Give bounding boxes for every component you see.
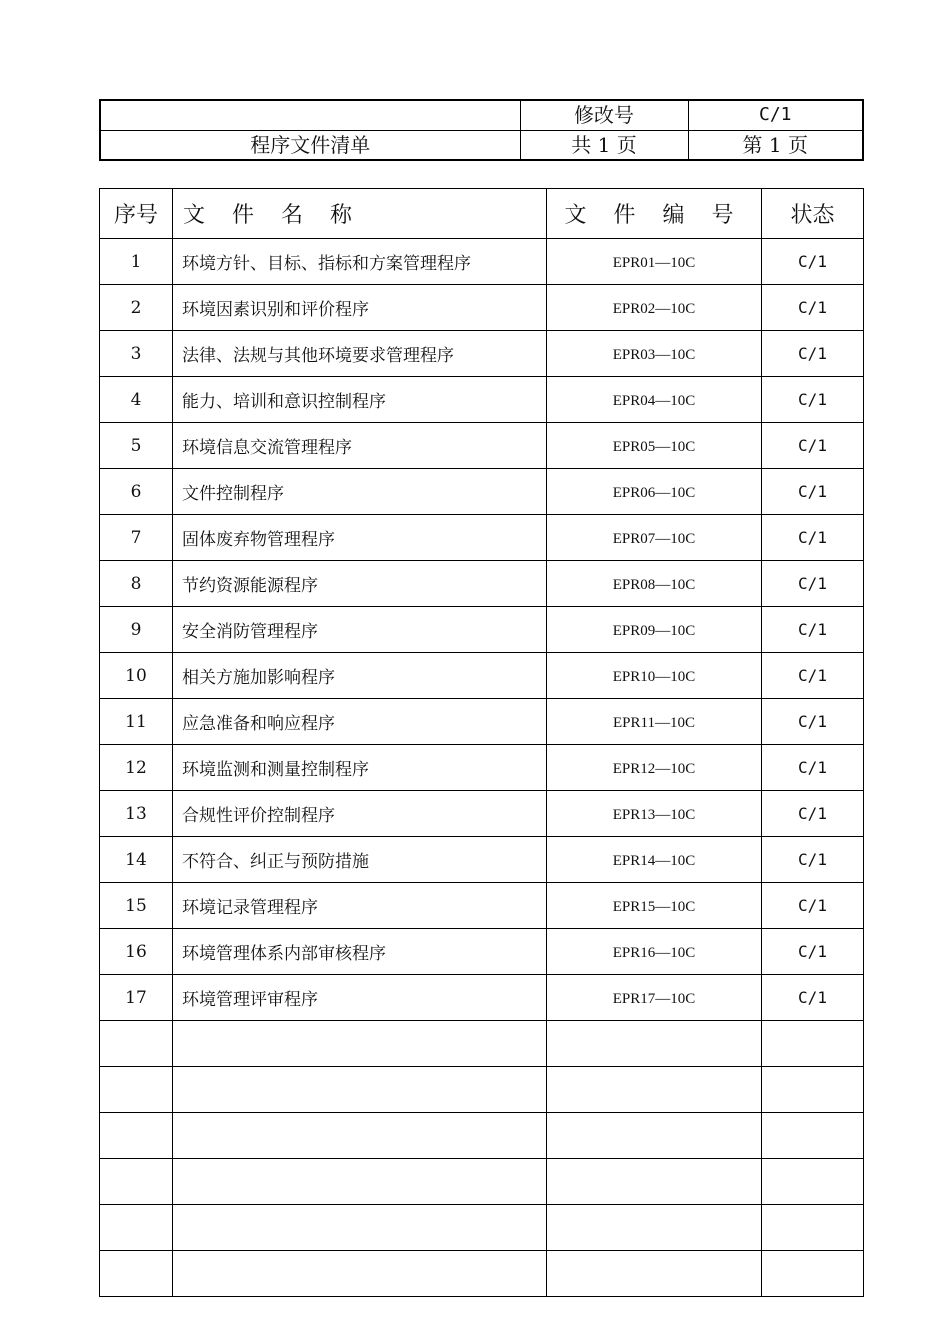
revision-status: [762, 1251, 864, 1297]
revision-status: [762, 1113, 864, 1159]
revision-label: 修改号: [520, 100, 688, 130]
document-code: [547, 1205, 762, 1251]
table-row: [100, 331, 864, 377]
page-number: 第 1 页: [688, 130, 863, 160]
table-row: [100, 837, 864, 883]
column-header-status: 状态: [762, 189, 864, 239]
revision-status: [762, 1205, 864, 1251]
table-row: [100, 469, 864, 515]
row-number: 8: [100, 561, 173, 607]
procedure-name: 法律、法规与其他环境要求管理程序: [173, 331, 547, 377]
row-number: 12: [100, 745, 173, 791]
document-code: EPR17—10C: [547, 975, 762, 1021]
row-number: 10: [100, 653, 173, 699]
procedure-name: 环境信息交流管理程序: [173, 423, 547, 469]
row-number: 4: [100, 377, 173, 423]
procedure-name: [173, 1159, 547, 1205]
procedure-name: [173, 1067, 547, 1113]
revision-status: C/1: [762, 377, 864, 423]
procedure-name: 环境方针、目标、指标和方案管理程序: [173, 239, 547, 285]
document-code: EPR08—10C: [547, 561, 762, 607]
procedure-name: 应急准备和响应程序: [173, 699, 547, 745]
table-row: [100, 1159, 864, 1205]
document-code: [547, 1067, 762, 1113]
document-code: [547, 1159, 762, 1205]
row-number: 13: [100, 791, 173, 837]
procedure-name: 合规性评价控制程序: [173, 791, 547, 837]
row-number: [100, 1205, 173, 1251]
revision-status: C/1: [762, 653, 864, 699]
table-row: [100, 883, 864, 929]
procedure-name: 节约资源能源程序: [173, 561, 547, 607]
column-header-no: 序号: [100, 189, 173, 239]
row-number: 11: [100, 699, 173, 745]
revision-status: C/1: [762, 699, 864, 745]
table-row: [100, 745, 864, 791]
document-code: EPR15—10C: [547, 883, 762, 929]
revision-status: [762, 1159, 864, 1205]
row-number: 16: [100, 929, 173, 975]
table-row: [100, 653, 864, 699]
revision-status: C/1: [762, 515, 864, 561]
table-row: [100, 561, 864, 607]
document-code: EPR03—10C: [547, 331, 762, 377]
total-pages: 共 1 页: [520, 130, 688, 160]
row-number: [100, 1159, 173, 1205]
revision-status: C/1: [762, 285, 864, 331]
document-code: EPR11—10C: [547, 699, 762, 745]
table-row: [100, 607, 864, 653]
procedure-name: 能力、培训和意识控制程序: [173, 377, 547, 423]
procedure-name: 环境管理体系内部审核程序: [173, 929, 547, 975]
row-number: 6: [100, 469, 173, 515]
revision-value: C/1: [688, 100, 863, 130]
table-header-row: [100, 189, 864, 239]
table-row: [100, 699, 864, 745]
procedure-name: 相关方施加影响程序: [173, 653, 547, 699]
row-number: 17: [100, 975, 173, 1021]
procedure-name: 环境记录管理程序: [173, 883, 547, 929]
revision-status: C/1: [762, 929, 864, 975]
table-row: [100, 791, 864, 837]
document-code: [547, 1251, 762, 1297]
procedure-name: [173, 1021, 547, 1067]
procedure-name: 文件控制程序: [173, 469, 547, 515]
table-row: [100, 423, 864, 469]
column-header-name: 文 件 名 称: [173, 189, 547, 239]
procedure-name: [173, 1205, 547, 1251]
row-number: 7: [100, 515, 173, 561]
document-code: EPR16—10C: [547, 929, 762, 975]
revision-status: C/1: [762, 469, 864, 515]
table-row: [100, 1021, 864, 1067]
document-code: EPR06—10C: [547, 469, 762, 515]
document-header: [99, 99, 864, 161]
document-code: EPR09—10C: [547, 607, 762, 653]
document-code: EPR10—10C: [547, 653, 762, 699]
revision-status: C/1: [762, 561, 864, 607]
document-code: EPR14—10C: [547, 837, 762, 883]
revision-status: C/1: [762, 239, 864, 285]
table-row: [100, 1251, 864, 1297]
table-row: [100, 377, 864, 423]
revision-status: [762, 1021, 864, 1067]
procedure-name: 环境管理评审程序: [173, 975, 547, 1021]
revision-status: C/1: [762, 423, 864, 469]
document-code: [547, 1021, 762, 1067]
revision-status: C/1: [762, 745, 864, 791]
document-code: [547, 1113, 762, 1159]
row-number: [100, 1251, 173, 1297]
revision-status: C/1: [762, 883, 864, 929]
table-row: [100, 515, 864, 561]
table-row: [100, 929, 864, 975]
document-code: EPR12—10C: [547, 745, 762, 791]
procedure-name: 不符合、纠正与预防措施: [173, 837, 547, 883]
row-number: [100, 1067, 173, 1113]
table-row: [100, 239, 864, 285]
revision-status: C/1: [762, 331, 864, 377]
row-number: 5: [100, 423, 173, 469]
table-row: [100, 285, 864, 331]
column-header-code: 文 件 编 号: [547, 189, 762, 239]
table-row: [100, 1205, 864, 1251]
row-number: [100, 1113, 173, 1159]
row-number: 9: [100, 607, 173, 653]
table-body: [100, 239, 864, 1297]
procedure-name: 环境因素识别和评价程序: [173, 285, 547, 331]
procedure-list-table: [99, 188, 864, 1297]
document-title: 程序文件清单: [100, 130, 520, 160]
table-row: [100, 1113, 864, 1159]
procedure-name: 安全消防管理程序: [173, 607, 547, 653]
revision-status: C/1: [762, 607, 864, 653]
row-number: 3: [100, 331, 173, 377]
document-code: EPR02—10C: [547, 285, 762, 331]
row-number: 1: [100, 239, 173, 285]
table-row: [100, 1067, 864, 1113]
table-row: [100, 975, 864, 1021]
header-blank-cell: [100, 100, 520, 130]
procedure-name: 固体废弃物管理程序: [173, 515, 547, 561]
procedure-name: 环境监测和测量控制程序: [173, 745, 547, 791]
row-number: 15: [100, 883, 173, 929]
document-code: EPR04—10C: [547, 377, 762, 423]
document-code: EPR05—10C: [547, 423, 762, 469]
procedure-name: [173, 1113, 547, 1159]
document-code: EPR01—10C: [547, 239, 762, 285]
document-code: EPR13—10C: [547, 791, 762, 837]
row-number: [100, 1021, 173, 1067]
row-number: 2: [100, 285, 173, 331]
document-code: EPR07—10C: [547, 515, 762, 561]
row-number: 14: [100, 837, 173, 883]
revision-status: C/1: [762, 837, 864, 883]
revision-status: C/1: [762, 975, 864, 1021]
revision-status: [762, 1067, 864, 1113]
revision-status: C/1: [762, 791, 864, 837]
procedure-name: [173, 1251, 547, 1297]
